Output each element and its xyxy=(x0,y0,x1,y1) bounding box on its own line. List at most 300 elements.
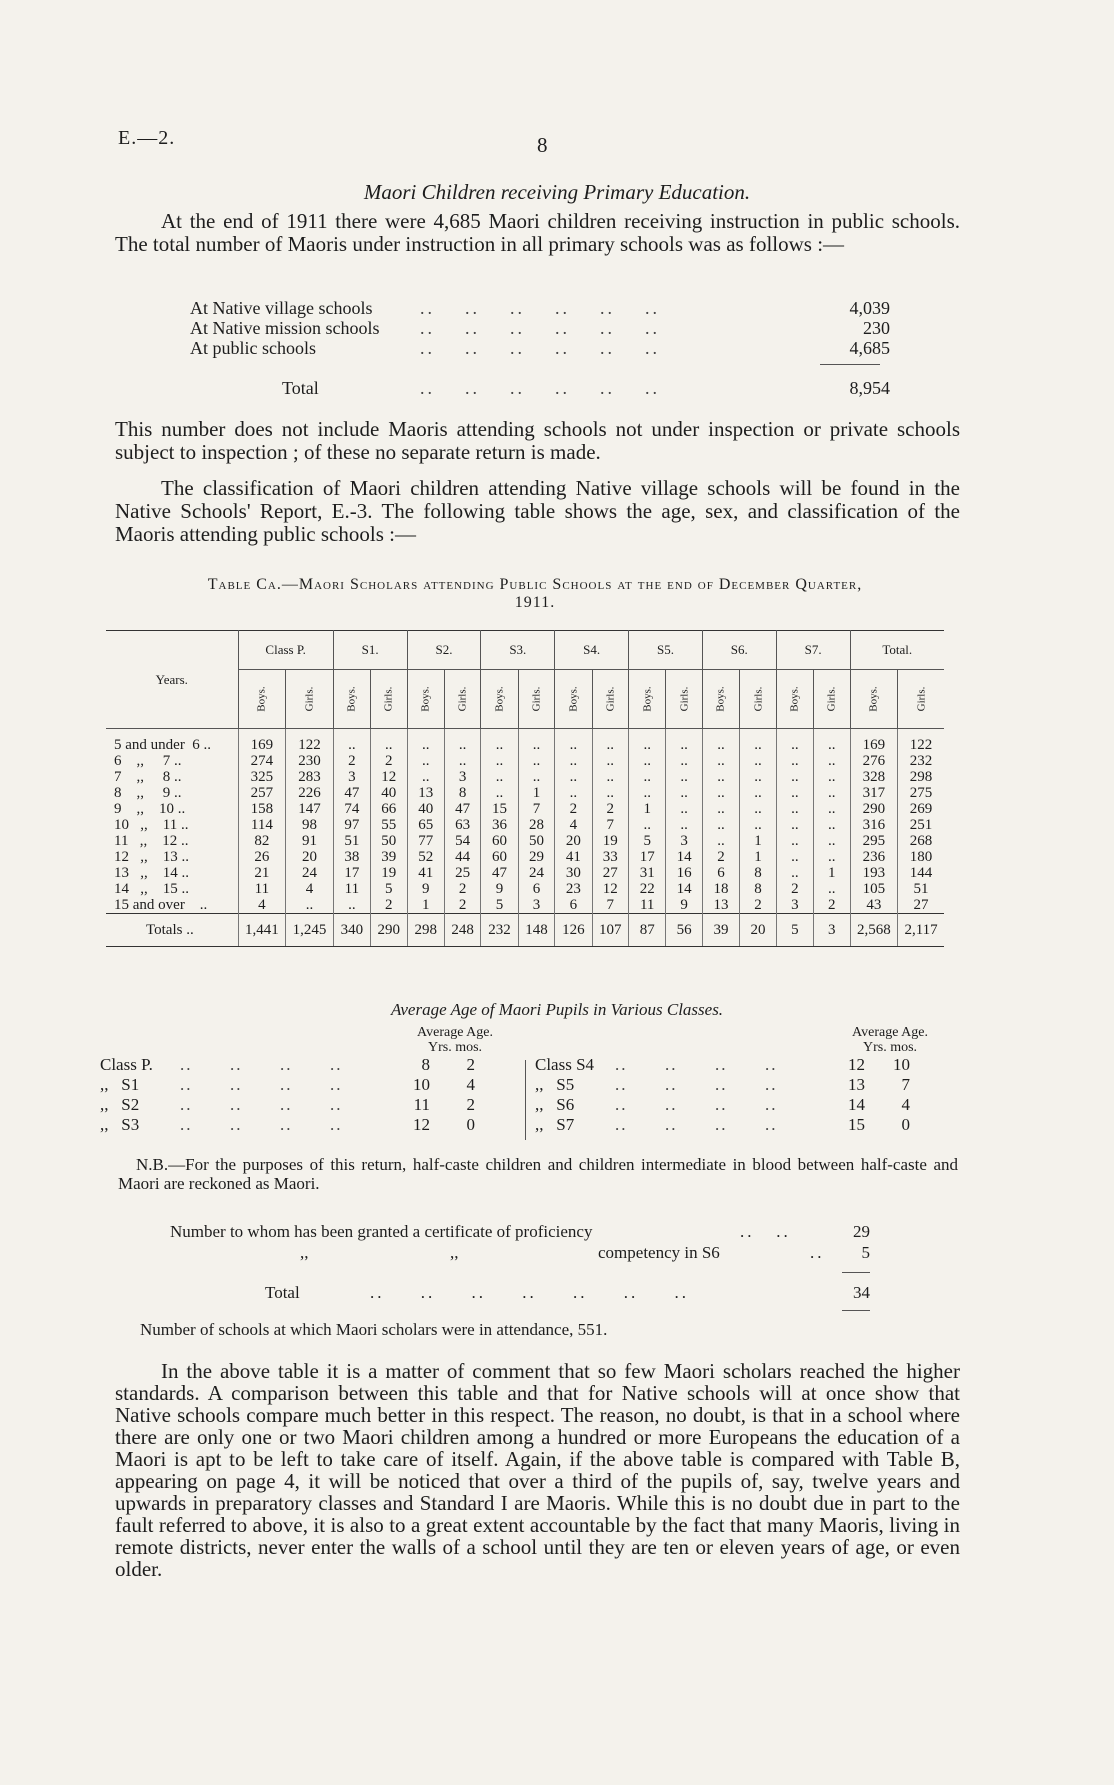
table-cell: 11 xyxy=(333,881,370,897)
table-cell: 3 xyxy=(666,833,703,849)
section-title: Maori Children receiving Primary Education. xyxy=(363,180,751,204)
table-cell: 11 xyxy=(238,881,286,897)
table-cell: .. xyxy=(814,753,851,769)
table-cell: 105 xyxy=(850,881,898,897)
table-cell: .. xyxy=(518,729,555,754)
table-cell: .. xyxy=(776,801,813,817)
table-cell: .. xyxy=(333,729,370,754)
table-cell: .. xyxy=(776,729,813,754)
table-cell: .. xyxy=(592,753,629,769)
certificate-label: competency in S6 xyxy=(598,1243,720,1262)
table-cell: 25 xyxy=(444,865,481,881)
table-cell: .. xyxy=(371,729,408,754)
average-age-right-rows xyxy=(535,1055,945,1135)
table-cell: 251 xyxy=(898,817,944,833)
age-range-cell: 10 ,, 11 .. xyxy=(114,817,189,833)
table-cell: .. xyxy=(555,769,592,785)
table-cell: 27 xyxy=(592,865,629,881)
ledger-total xyxy=(190,378,890,398)
table-cell: 144 xyxy=(898,865,944,881)
classification-text: The classification of Maori children attending Native village schools will be found in the Native Schools' Report, E.-3. The following table shows the age, sex, and classification of the Maoris attending public schools :— xyxy=(115,476,960,546)
ledger-total-label: Total xyxy=(282,378,319,398)
table-cell: 23 xyxy=(555,881,592,897)
table-cell: 20 xyxy=(286,849,334,865)
sex-label: Girls. xyxy=(751,686,764,712)
maori-scholars-table xyxy=(106,630,944,947)
age-range-cell: 11 ,, 12 .. xyxy=(114,833,189,849)
average-age-left-rows xyxy=(100,1055,520,1135)
age-range-cell: 7 ,, 8 .. xyxy=(114,769,182,785)
years-value: 13 xyxy=(848,1075,865,1094)
table-cell: 2 xyxy=(444,881,481,897)
table-class-header-row xyxy=(106,631,944,670)
table-cell: 295 xyxy=(850,833,898,849)
ledger-label: At Native village schools xyxy=(190,298,373,318)
table-cell: 15 xyxy=(481,801,518,817)
total-cell: 1,245 xyxy=(286,914,334,947)
total-cell: 3 xyxy=(814,914,851,947)
boys-header xyxy=(407,670,444,729)
average-age-units: Yrs. mos. xyxy=(862,1040,918,1055)
table-cell: .. xyxy=(814,833,851,849)
sex-label: Boys. xyxy=(493,686,506,712)
certificate-line-proficiency xyxy=(170,1222,870,1242)
final-paragraph xyxy=(115,1360,960,1580)
leader-dots: .. .. .. .. .. .. xyxy=(420,378,660,398)
average-age-title: Average Age of Maori Pupils in Various Classes. xyxy=(390,1000,724,1019)
table-cell: .. xyxy=(629,729,666,754)
table-cell: 5 xyxy=(481,897,518,914)
table-cell: 2 xyxy=(702,849,739,865)
age-range-cell: 5 and under 6 .. xyxy=(114,737,212,753)
table-cell: 74 xyxy=(333,801,370,817)
intro-paragraph xyxy=(115,210,960,256)
table-cell: 232 xyxy=(898,753,944,769)
ditto-mark: ,, xyxy=(300,1243,309,1262)
table-cell: 2 xyxy=(740,897,777,914)
average-age-row xyxy=(535,1115,945,1135)
table-cell: .. xyxy=(592,729,629,754)
table-cell: .. xyxy=(814,801,851,817)
table-row xyxy=(106,769,944,785)
sex-label: Boys. xyxy=(715,686,728,712)
ledger-row xyxy=(190,318,890,338)
average-age-row xyxy=(535,1095,945,1115)
table-cell: 5 xyxy=(629,833,666,849)
certificate-total-label: Total xyxy=(265,1283,300,1302)
ledger-row xyxy=(190,338,890,358)
nb-note xyxy=(118,1155,958,1193)
boys-header xyxy=(776,670,813,729)
table-cell: .. xyxy=(740,753,777,769)
table-row xyxy=(106,833,944,849)
sex-label: Girls. xyxy=(678,686,691,712)
table-cell: 26 xyxy=(238,849,286,865)
table-cell: 290 xyxy=(850,801,898,817)
boys-header xyxy=(238,670,286,729)
table-caption-line1: Table Ca.—Maori Scholars attending Public Schools at the end of December Quarter, xyxy=(207,576,863,593)
table-cell: 50 xyxy=(518,833,555,849)
years-header: Years. xyxy=(106,631,238,729)
table-cell: 328 xyxy=(850,769,898,785)
certificate-value: 29 xyxy=(853,1222,870,1241)
table-cell: 29 xyxy=(518,849,555,865)
table-cell: 21 xyxy=(238,865,286,881)
table-cell: 4 xyxy=(286,881,334,897)
table-cell: 4 xyxy=(238,897,286,914)
table-row xyxy=(106,817,944,833)
leader-dots: .. .. .. .. xyxy=(615,1095,778,1114)
paragraph-not-included: This number does not include Maoris attending schools not under inspection or private schools subject to inspection ; of these no separate return is made. xyxy=(115,417,960,464)
table-cell: .. xyxy=(666,801,703,817)
table-cell: 4 xyxy=(555,817,592,833)
table-cell: 9 xyxy=(407,881,444,897)
age-range-cell: 8 ,, 9 .. xyxy=(114,785,182,801)
table-cell: .. xyxy=(776,753,813,769)
sex-label: Girls. xyxy=(530,686,543,712)
schools-attendance-note: Number of schools at which Maori scholars were in attendance, 551. xyxy=(140,1320,608,1339)
column-divider xyxy=(525,1060,526,1140)
average-age-header-label: Average Age. xyxy=(417,1025,493,1040)
table-cell: 44 xyxy=(444,849,481,865)
months-value: 0 xyxy=(901,1115,910,1134)
leader-dots: .. xyxy=(810,1243,825,1262)
table-cell: .. xyxy=(702,785,739,801)
total-cell: 148 xyxy=(518,914,555,947)
class-label: ,, S1 xyxy=(100,1075,140,1094)
table-cell: .. xyxy=(776,833,813,849)
table-cell: 1 xyxy=(518,785,555,801)
table-cell: 17 xyxy=(629,849,666,865)
table-cell: .. xyxy=(286,897,334,914)
class-header: S2. xyxy=(407,631,481,670)
table-cell: .. xyxy=(702,729,739,754)
years-value: 12 xyxy=(848,1055,865,1074)
girls-header xyxy=(898,670,944,729)
table-cell: 274 xyxy=(238,753,286,769)
table-cell: 269 xyxy=(898,801,944,817)
table-cell: 298 xyxy=(898,769,944,785)
table-cell: 13 xyxy=(702,897,739,914)
table-cell: .. xyxy=(444,753,481,769)
sex-label: Boys. xyxy=(419,686,432,712)
table-cell: 33 xyxy=(592,849,629,865)
ledger-total-value: 8,954 xyxy=(849,378,890,398)
table-cell: 257 xyxy=(238,785,286,801)
class-header: S3. xyxy=(481,631,555,670)
table-cell: 22 xyxy=(629,881,666,897)
table-cell: 5 xyxy=(371,881,408,897)
total-cell: 290 xyxy=(371,914,408,947)
table-cell: 2 xyxy=(592,801,629,817)
girls-header xyxy=(444,670,481,729)
months-value: 0 xyxy=(466,1115,475,1134)
table-totals-row xyxy=(106,914,944,947)
table-cell: .. xyxy=(666,769,703,785)
average-age-row xyxy=(100,1055,520,1075)
table-cell: 2 xyxy=(776,881,813,897)
table-cell: 40 xyxy=(407,801,444,817)
table-cell: 180 xyxy=(898,849,944,865)
total-cell: 2,117 xyxy=(898,914,944,947)
table-cell: .. xyxy=(407,769,444,785)
leader-dots: .. .. .. .. .. .. xyxy=(420,298,660,318)
leader-dots: .. .. .. .. .. .. xyxy=(420,338,660,358)
ledger-value: 4,039 xyxy=(849,298,890,318)
table-cell: 268 xyxy=(898,833,944,849)
sex-label: Girls. xyxy=(382,686,395,712)
table-cell: 2 xyxy=(444,897,481,914)
table-cell: 27 xyxy=(898,897,944,914)
table-cell: 317 xyxy=(850,785,898,801)
table-cell: 158 xyxy=(238,801,286,817)
table-cell: 16 xyxy=(666,865,703,881)
total-cell: 340 xyxy=(333,914,370,947)
table-cell: 3 xyxy=(444,769,481,785)
leader-dots: .. .. .. .. xyxy=(180,1075,343,1094)
table-cell: 97 xyxy=(333,817,370,833)
ledger-value: 4,685 xyxy=(849,338,890,358)
table-cell: 226 xyxy=(286,785,334,801)
sex-label: Girls. xyxy=(303,686,316,712)
table-cell: .. xyxy=(702,801,739,817)
table-cell: .. xyxy=(702,753,739,769)
table-cell: 8 xyxy=(444,785,481,801)
ledger-label: At public schools xyxy=(190,338,316,358)
table-cell: 60 xyxy=(481,833,518,849)
girls-header xyxy=(814,670,851,729)
table-cell: .. xyxy=(814,817,851,833)
leader-dots: .. .. .. .. xyxy=(180,1055,343,1074)
ditto-mark: ,, xyxy=(450,1243,459,1262)
class-label: ,, S6 xyxy=(535,1095,575,1114)
table-cell: 47 xyxy=(444,801,481,817)
girls-header xyxy=(518,670,555,729)
total-cell: 39 xyxy=(702,914,739,947)
table-cell: 122 xyxy=(898,729,944,754)
table-cell: 28 xyxy=(518,817,555,833)
table-cell: 36 xyxy=(481,817,518,833)
total-cell: 20 xyxy=(740,914,777,947)
table-cell: 13 xyxy=(407,785,444,801)
table-cell: 24 xyxy=(518,865,555,881)
class-header: S6. xyxy=(702,631,776,670)
leader-dots: .. .. .. .. xyxy=(180,1115,343,1134)
table-cell: 98 xyxy=(286,817,334,833)
sum-rule xyxy=(820,364,880,365)
table-cell: .. xyxy=(407,753,444,769)
table-cell: 114 xyxy=(238,817,286,833)
table-cell: 65 xyxy=(407,817,444,833)
table-cell: .. xyxy=(814,769,851,785)
table-cell: 30 xyxy=(555,865,592,881)
total-cell: 107 xyxy=(592,914,629,947)
sex-label: Girls. xyxy=(825,686,838,712)
total-cell: 126 xyxy=(555,914,592,947)
table-cell: 7 xyxy=(592,817,629,833)
table-cell: .. xyxy=(814,785,851,801)
months-value: 2 xyxy=(466,1095,475,1114)
report-reference: E.—2. xyxy=(118,127,176,149)
table-row xyxy=(106,753,944,769)
table-cell: 47 xyxy=(333,785,370,801)
leader-dots: .. .. xyxy=(740,1222,791,1241)
table-cell: 38 xyxy=(333,849,370,865)
table-cell: 91 xyxy=(286,833,334,849)
sum-rule xyxy=(842,1310,870,1311)
table-row xyxy=(106,785,944,801)
table-cell: .. xyxy=(555,753,592,769)
table-cell: 47 xyxy=(481,865,518,881)
table-cell: 51 xyxy=(898,881,944,897)
table-cell: 43 xyxy=(850,897,898,914)
boys-header xyxy=(702,670,739,729)
table-cell: 316 xyxy=(850,817,898,833)
table-cell: 193 xyxy=(850,865,898,881)
age-range-cell: 12 ,, 13 .. xyxy=(114,849,189,865)
boys-header xyxy=(333,670,370,729)
table-cell: 50 xyxy=(371,833,408,849)
months-value: 7 xyxy=(901,1075,910,1094)
class-header: Total. xyxy=(850,631,944,670)
total-cell: 1,441 xyxy=(238,914,286,947)
sex-label: Girls. xyxy=(915,686,928,712)
ledger-value: 230 xyxy=(863,318,890,338)
table-cell: .. xyxy=(629,769,666,785)
table-cell: 230 xyxy=(286,753,334,769)
sex-label: Boys. xyxy=(641,686,654,712)
table-cell: 6 xyxy=(518,881,555,897)
table-row xyxy=(106,881,944,897)
table-cell: 66 xyxy=(371,801,408,817)
table-cell: .. xyxy=(776,817,813,833)
class-label: ,, S3 xyxy=(100,1115,140,1134)
average-age-right xyxy=(535,1025,945,1135)
table-cell: 7 xyxy=(518,801,555,817)
average-age-row xyxy=(100,1095,520,1115)
table-caption-line2: 1911. xyxy=(514,594,556,611)
class-label: ,, S7 xyxy=(535,1115,575,1134)
table-cell: 20 xyxy=(555,833,592,849)
boys-header xyxy=(629,670,666,729)
boys-header xyxy=(555,670,592,729)
table-cell: .. xyxy=(666,729,703,754)
sex-label: Girls. xyxy=(604,686,617,712)
table-cell: .. xyxy=(740,769,777,785)
table-cell: .. xyxy=(518,769,555,785)
table-cell: .. xyxy=(814,729,851,754)
table-cell: 3 xyxy=(776,897,813,914)
table-row xyxy=(106,729,944,754)
table-cell: 77 xyxy=(407,833,444,849)
table-cell: 3 xyxy=(333,769,370,785)
total-cell: 2,568 xyxy=(850,914,898,947)
sex-label: Boys. xyxy=(867,686,880,712)
average-age-header-label: Average Age. xyxy=(852,1025,928,1040)
table-cell: 8 xyxy=(740,881,777,897)
table-cell: 63 xyxy=(444,817,481,833)
class-header: S4. xyxy=(555,631,629,670)
table-cell: 236 xyxy=(850,849,898,865)
total-cell: 87 xyxy=(629,914,666,947)
table-cell: .. xyxy=(740,801,777,817)
table-cell: 122 xyxy=(286,729,334,754)
table-cell: .. xyxy=(666,817,703,833)
table-cell: .. xyxy=(592,769,629,785)
table-cell: 40 xyxy=(371,785,408,801)
class-label: ,, S5 xyxy=(535,1075,575,1094)
average-age-header xyxy=(400,1025,510,1055)
table-cell: .. xyxy=(702,817,739,833)
table-cell: .. xyxy=(776,865,813,881)
table-cell: .. xyxy=(740,817,777,833)
table-cell: .. xyxy=(333,897,370,914)
years-value: 8 xyxy=(421,1055,430,1074)
class-header: S1. xyxy=(333,631,407,670)
paragraph-classification xyxy=(115,477,960,546)
table-cell: 275 xyxy=(898,785,944,801)
table-cell: 2 xyxy=(555,801,592,817)
age-range-cell: 15 and over .. xyxy=(114,897,208,913)
age-range-cell: 6 ,, 7 .. xyxy=(114,753,182,769)
certificate-value: 5 xyxy=(861,1243,870,1262)
class-label: Class S4 xyxy=(535,1055,595,1074)
table-cell: .. xyxy=(776,785,813,801)
table-row xyxy=(106,897,944,914)
sum-rule xyxy=(842,1272,870,1273)
total-cell: 5 xyxy=(776,914,813,947)
class-label: ,, S2 xyxy=(100,1095,140,1114)
certificate-label: Number to whom has been granted a certificate of proficiency xyxy=(170,1222,593,1241)
boys-header xyxy=(850,670,898,729)
average-age-row xyxy=(535,1075,945,1095)
intro-text: At the end of 1911 there were 4,685 Maori children receiving instruction in public schools. The total number of Maoris under instruction in all primary schools was as follows :— xyxy=(115,209,960,256)
table-row xyxy=(106,801,944,817)
table-cell: 12 xyxy=(371,769,408,785)
table-cell: 31 xyxy=(629,865,666,881)
years-value: 11 xyxy=(413,1095,430,1114)
age-range-cell: 13 ,, 14 .. xyxy=(114,865,189,881)
table-cell: .. xyxy=(666,753,703,769)
sex-label: Girls. xyxy=(456,686,469,712)
average-age-row xyxy=(100,1075,520,1095)
table-cell: 1 xyxy=(740,849,777,865)
table-cell: 169 xyxy=(850,729,898,754)
table-cell: .. xyxy=(481,785,518,801)
girls-header xyxy=(666,670,703,729)
table-cell: .. xyxy=(814,881,851,897)
table-cell: 19 xyxy=(592,833,629,849)
table-cell: 147 xyxy=(286,801,334,817)
table-cell: 39 xyxy=(371,849,408,865)
table-cell: 1 xyxy=(629,801,666,817)
table-cell: .. xyxy=(407,729,444,754)
table-cell: 276 xyxy=(850,753,898,769)
table-cell: 41 xyxy=(407,865,444,881)
table-cell: .. xyxy=(702,833,739,849)
years-value: 12 xyxy=(413,1115,430,1134)
table-cell: 283 xyxy=(286,769,334,785)
table-cell: .. xyxy=(481,769,518,785)
total-cell: 232 xyxy=(481,914,518,947)
table-cell: 52 xyxy=(407,849,444,865)
table-cell: .. xyxy=(629,785,666,801)
class-label: Class P. xyxy=(100,1055,153,1074)
months-value: 10 xyxy=(893,1055,910,1074)
table-cell: .. xyxy=(555,785,592,801)
leader-dots: .. .. .. .. .. .. xyxy=(420,318,660,338)
table-caption xyxy=(110,576,960,612)
